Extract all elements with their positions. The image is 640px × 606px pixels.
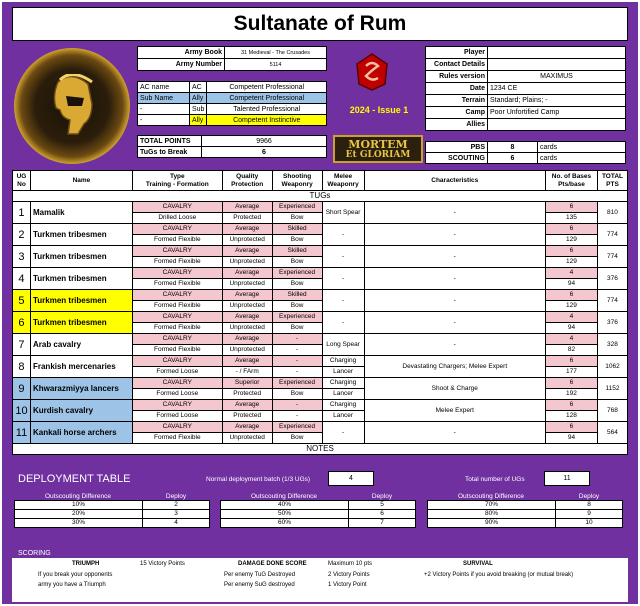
unit-shoot-weapon: Bow <box>272 389 322 400</box>
unit-protection: Unprotected <box>222 279 272 290</box>
deploy-group <box>220 493 416 528</box>
unit-total: 376 <box>597 312 627 334</box>
unit-melee: Charging <box>322 378 364 389</box>
army-number-label: Army Number <box>138 59 225 71</box>
unit-number: 3 <box>13 246 31 268</box>
unit-melee: - <box>322 422 364 444</box>
unit-total: 1062 <box>597 356 627 378</box>
deploy-diff: 60% <box>221 519 349 528</box>
unit-name: Turkmen tribesmen <box>30 268 132 290</box>
ac-code: Ally <box>190 93 207 104</box>
batch-value: 4 <box>328 471 374 486</box>
unit-melee: - <box>322 290 364 312</box>
deploy-value: 8 <box>556 501 623 510</box>
triumph-line-1: If you break your opponents <box>38 572 113 578</box>
unit-training: Formed Flexible <box>132 257 222 268</box>
unit-training: Formed Flexible <box>132 433 222 444</box>
deploy-diff: 30% <box>15 519 143 528</box>
deployment-title: DEPLOYMENT TABLE <box>18 473 131 485</box>
unit-pts-per-base: 192 <box>546 389 598 400</box>
unit-type: CAVALRY <box>132 268 222 279</box>
unit-bases: 6 <box>546 356 598 367</box>
total-points-value: 9966 <box>202 136 327 147</box>
tugs-break-value: 6 <box>202 147 327 158</box>
unit-characteristics: - <box>364 312 545 334</box>
deploy-col-diff: Outscouting Difference <box>458 493 524 500</box>
unit-training: Formed Flexible <box>132 345 222 356</box>
unit-row <box>13 334 628 345</box>
deploy-row <box>221 510 416 519</box>
deploy-diff: 80% <box>428 510 556 519</box>
unit-pts-per-base: 82 <box>546 345 598 356</box>
tug-destroyed-label: Per enemy TuG Destroyed <box>224 572 296 578</box>
header-melee: Melee <box>334 172 353 180</box>
unit-melee: Charging <box>322 400 364 411</box>
deploy-diff: 10% <box>15 501 143 510</box>
scouting-label: SCOUTING <box>426 153 488 164</box>
unit-protection: Protected <box>222 389 272 400</box>
unit-pts-per-base: 128 <box>546 411 598 422</box>
unit-quality: Average <box>222 268 272 279</box>
sug-destroyed-points: 1 Victory Point <box>328 582 367 588</box>
unit-shoot-weapon: Bow <box>272 323 322 334</box>
unit-characteristics: Shoot & Charge <box>364 378 545 400</box>
unit-number: 11 <box>13 422 31 444</box>
unit-total: 328 <box>597 334 627 356</box>
unit-shoot-weapon: Bow <box>272 213 322 224</box>
header-no: No <box>17 180 26 188</box>
unit-type: CAVALRY <box>132 356 222 367</box>
unit-training: Formed Loose <box>132 389 222 400</box>
unit-number: 6 <box>13 312 31 334</box>
army-number-value: 5114 <box>225 59 327 71</box>
deploy-value: 4 <box>143 519 210 528</box>
unit-quality: Average <box>222 224 272 235</box>
ac-value: Competent Professional <box>207 93 327 104</box>
unit-type: CAVALRY <box>132 202 222 213</box>
deploy-value: 5 <box>349 501 416 510</box>
unit-row <box>13 356 628 367</box>
unit-bases: 6 <box>546 290 598 301</box>
deploy-diff: 20% <box>15 510 143 519</box>
unit-characteristics: - <box>364 290 545 312</box>
unit-training: Formed Flexible <box>132 323 222 334</box>
army-book-value: 31 Medieval - The Crusades <box>225 47 327 59</box>
tugs-break-label: TuGs to Break <box>138 147 202 158</box>
unit-shooting: Experienced <box>272 312 322 323</box>
scoring-title: SCORING <box>18 550 51 557</box>
unit-characteristics: - <box>364 224 545 246</box>
scouting-value: 6 <box>488 153 538 164</box>
mortem-et-gloriam-logo <box>333 135 423 163</box>
unit-name: Arab cavalry <box>30 334 132 356</box>
unit-training: Formed Flexible <box>132 279 222 290</box>
deploy-value: 9 <box>556 510 623 519</box>
unit-name: Khwarazmiyya lancers <box>30 378 132 400</box>
unit-pts-per-base: 129 <box>546 235 598 246</box>
army-sheet <box>2 2 638 604</box>
header-weaponry: Weaponry <box>281 180 313 188</box>
unit-training: Formed Flexible <box>132 301 222 312</box>
unit-characteristics: - <box>364 246 545 268</box>
unit-quality: Average <box>222 290 272 301</box>
ac-value: Competent Professional <box>207 82 327 93</box>
header-quality: Quality <box>236 172 259 180</box>
unit-number: 4 <box>13 268 31 290</box>
pbs-value: 8 <box>488 142 538 153</box>
unit-number: 5 <box>13 290 31 312</box>
allies-value <box>488 119 626 131</box>
unit-characteristics: Melee Expert <box>364 400 545 422</box>
damage-max: Maximum 10 pts <box>328 561 373 567</box>
ac-value: Competent Instinctive <box>207 115 327 126</box>
unit-protection: Unprotected <box>222 345 272 356</box>
batch-label: Normal deployment batch (1/3 UGs) <box>206 476 311 483</box>
points-table <box>137 135 327 158</box>
contact-value <box>488 59 626 71</box>
unit-protection: Protected <box>222 411 272 422</box>
unit-bases: 4 <box>546 312 598 323</box>
deploy-diff: 70% <box>428 501 556 510</box>
spartan-helmet-logo <box>14 48 130 164</box>
logo-line-1: MORTEM <box>348 138 408 151</box>
deploy-row <box>15 510 210 519</box>
unit-shooting: Experienced <box>272 378 322 389</box>
unit-training: Formed Loose <box>132 411 222 422</box>
unit-training: Formed Flexible <box>132 235 222 246</box>
pbs-scouting <box>425 141 626 164</box>
deploy-row <box>428 510 623 519</box>
unit-rows <box>13 202 628 444</box>
ac-left: - <box>138 104 190 115</box>
unit-shooting: Experienced <box>272 422 322 433</box>
deploy-value: 7 <box>349 519 416 528</box>
unit-shooting: - <box>272 400 322 411</box>
deploy-row <box>221 519 416 528</box>
ac-code: Ally <box>190 115 207 126</box>
unit-total: 774 <box>597 290 627 312</box>
page-title: Sultanate of Rum <box>12 7 628 41</box>
unit-pts-per-base: 129 <box>546 257 598 268</box>
logo-line-2: Et GLORIAM <box>345 150 411 160</box>
unit-protection: - / FArm <box>222 367 272 378</box>
unit-melee-weapon: Lancer <box>322 367 364 378</box>
unit-quality: Average <box>222 246 272 257</box>
unit-shooting: Skilled <box>272 246 322 257</box>
scoring-panel <box>12 558 628 602</box>
unit-total: 768 <box>597 400 627 422</box>
ac-code: AC <box>190 82 207 93</box>
unit-characteristics: Devastating Chargers; Melee Expert <box>364 356 545 378</box>
unit-pts-per-base: 94 <box>546 279 598 290</box>
header-name: Name <box>30 171 132 191</box>
unit-row <box>13 378 628 389</box>
unit-bases: 4 <box>546 334 598 345</box>
ac-left: Sub Name <box>138 93 190 104</box>
unit-name: Turkmen tribesmen <box>30 290 132 312</box>
unit-type: CAVALRY <box>132 224 222 235</box>
unit-protection: Unprotected <box>222 257 272 268</box>
header-characteristics: Characteristics <box>364 171 545 191</box>
unit-type: CAVALRY <box>132 312 222 323</box>
unit-melee-weapon: Lancer <box>322 411 364 422</box>
date-label: Date <box>426 83 488 95</box>
deploy-col-diff: Outscouting Difference <box>45 493 111 500</box>
unit-protection: Unprotected <box>222 323 272 334</box>
deploy-row <box>221 501 416 510</box>
unit-bases: 6 <box>546 378 598 389</box>
total-ugs-value: 11 <box>544 471 590 486</box>
unit-characteristics: - <box>364 202 545 224</box>
unit-total: 376 <box>597 268 627 290</box>
deploy-diff: 40% <box>221 501 349 510</box>
contact-label: Contact Details <box>426 59 488 71</box>
header-ug: UG <box>16 172 27 180</box>
player-info <box>425 46 626 131</box>
deploy-col-deploy: Deploy <box>578 493 600 500</box>
deploy-diff: 50% <box>221 510 349 519</box>
unit-row <box>13 400 628 411</box>
army-book-label: Army Book <box>138 47 225 59</box>
unit-total: 810 <box>597 202 627 224</box>
deploy-diff: 90% <box>428 519 556 528</box>
triumph-line-2: army you have a Triumph <box>38 582 106 588</box>
deploy-row <box>15 501 210 510</box>
header-training: Training - Formation <box>145 180 209 188</box>
unit-shooting: Skilled <box>272 224 322 235</box>
unit-melee: Long Spear <box>322 334 364 356</box>
unit-pts-per-base: 177 <box>546 367 598 378</box>
deploy-value: 10 <box>556 519 623 528</box>
ac-code: Sub <box>190 104 207 115</box>
unit-type: CAVALRY <box>132 400 222 411</box>
unit-shooting: Skilled <box>272 290 322 301</box>
unit-protection: Protected <box>222 213 272 224</box>
scouting-unit: cards <box>538 153 626 164</box>
unit-protection: Unprotected <box>222 433 272 444</box>
unit-number: 10 <box>13 400 31 422</box>
unit-type: CAVALRY <box>132 378 222 389</box>
unit-row <box>13 202 628 213</box>
deploy-group <box>14 493 210 528</box>
date-value: 1234 CE <box>488 83 626 95</box>
issue-label: 2024 - Issue 1 <box>349 105 409 115</box>
notes-section-label: NOTES <box>13 444 628 455</box>
unit-shooting: - <box>272 334 322 345</box>
unit-name: Frankish mercenaries <box>30 356 132 378</box>
unit-bases: 6 <box>546 422 598 433</box>
rules-label: Rules version <box>426 71 488 83</box>
survival-title: SURVIVAL <box>463 561 493 567</box>
unit-name: Mamalik <box>30 202 132 224</box>
header-ptsbase: Pts/base <box>558 180 585 188</box>
total-ugs-label: Total number of UGs <box>465 476 525 483</box>
header-total: TOTAL <box>601 172 623 180</box>
damage-title: DAMAGE DONE SCORE <box>238 561 307 567</box>
unit-melee: - <box>322 224 364 246</box>
header-bases: No. of Bases <box>551 172 592 180</box>
unit-shoot-weapon: Bow <box>272 235 322 246</box>
unit-melee-weapon: Lancer <box>322 389 364 400</box>
unit-bases: 6 <box>546 400 598 411</box>
header-protection: Protection <box>231 180 264 188</box>
unit-bases: 6 <box>546 224 598 235</box>
unit-shooting: - <box>272 356 322 367</box>
unit-pts-per-base: 94 <box>546 323 598 334</box>
rules-value: MAXIMUS <box>488 71 626 83</box>
unit-quality: Average <box>222 422 272 433</box>
tugs-section-label: TUGs <box>13 191 628 202</box>
deploy-value: 2 <box>143 501 210 510</box>
sug-destroyed-label: Per enemy SuG destroyed <box>224 582 295 588</box>
unit-characteristics: - <box>364 422 545 444</box>
unit-type: CAVALRY <box>132 422 222 433</box>
unit-bases: 4 <box>546 268 598 279</box>
unit-training: Formed Loose <box>132 367 222 378</box>
header-shooting: Shooting <box>283 172 312 180</box>
unit-row <box>13 246 628 257</box>
unit-name: Turkmen tribesmen <box>30 246 132 268</box>
terrain-value: Standard; Plains; - <box>488 95 626 107</box>
unit-row <box>13 290 628 301</box>
unit-type: CAVALRY <box>132 334 222 345</box>
dragon-seal-icon <box>355 52 389 92</box>
unit-number: 2 <box>13 224 31 246</box>
unit-quality: Average <box>222 400 272 411</box>
unit-pts-per-base: 135 <box>546 213 598 224</box>
total-points-label: TOTAL POINTS <box>138 136 202 147</box>
unit-quality: Superior <box>222 378 272 389</box>
pbs-label: PBS <box>426 142 488 153</box>
ac-left: AC name <box>138 82 190 93</box>
ac-value: Talented Professional <box>207 104 327 115</box>
unit-name: Kurdish cavalry <box>30 400 132 422</box>
roster-table <box>12 170 628 455</box>
unit-row <box>13 224 628 235</box>
unit-shoot-weapon: - <box>272 345 322 356</box>
unit-melee: Charging <box>322 356 364 367</box>
deploy-row <box>428 519 623 528</box>
deploy-value: 6 <box>349 510 416 519</box>
pbs-unit: cards <box>538 142 626 153</box>
unit-number: 1 <box>13 202 31 224</box>
unit-quality: Average <box>222 312 272 323</box>
unit-melee: - <box>322 268 364 290</box>
unit-number: 8 <box>13 356 31 378</box>
unit-shoot-weapon: Bow <box>272 433 322 444</box>
unit-name: Kankali horse archers <box>30 422 132 444</box>
unit-training: Drilled Loose <box>132 213 222 224</box>
deploy-row <box>428 501 623 510</box>
deploy-value: 3 <box>143 510 210 519</box>
header-melee-weaponry: Weaponry <box>327 180 359 188</box>
deploy-col-deploy: Deploy <box>371 493 393 500</box>
unit-shooting: Experienced <box>272 202 322 213</box>
unit-bases: 6 <box>546 202 598 213</box>
ac-left: - <box>138 115 190 126</box>
unit-total: 564 <box>597 422 627 444</box>
unit-shoot-weapon: Bow <box>272 279 322 290</box>
unit-shoot-weapon: - <box>272 367 322 378</box>
unit-total: 774 <box>597 246 627 268</box>
triumph-points: 15 Victory Points <box>140 561 185 567</box>
unit-quality: Average <box>222 356 272 367</box>
unit-row <box>13 268 628 279</box>
deploy-row <box>15 519 210 528</box>
unit-type: CAVALRY <box>132 290 222 301</box>
header-pts: PTS <box>606 180 619 188</box>
unit-protection: Unprotected <box>222 301 272 312</box>
deploy-col-diff: Outscouting Difference <box>251 493 317 500</box>
unit-shooting: Experienced <box>272 268 322 279</box>
camp-label: Camp <box>426 107 488 119</box>
deploy-group <box>427 493 623 528</box>
unit-shoot-weapon: Bow <box>272 257 322 268</box>
ac-table <box>137 81 327 126</box>
unit-row <box>13 312 628 323</box>
unit-name: Turkmen tribesmen <box>30 224 132 246</box>
unit-total: 1152 <box>597 378 627 400</box>
allies-label: Allies <box>426 119 488 131</box>
unit-pts-per-base: 129 <box>546 301 598 312</box>
unit-bases: 6 <box>546 246 598 257</box>
tug-destroyed-points: 2 Victory Points <box>328 572 370 578</box>
roster-header <box>13 171 628 191</box>
unit-total: 774 <box>597 224 627 246</box>
camp-value: Poor Unfortified Camp <box>488 107 626 119</box>
unit-shoot-weapon: Bow <box>272 301 322 312</box>
unit-melee: - <box>322 246 364 268</box>
unit-number: 9 <box>13 378 31 400</box>
unit-quality: Average <box>222 334 272 345</box>
unit-row <box>13 422 628 433</box>
unit-melee: - <box>322 312 364 334</box>
survival-text: +2 Victory Points if you avoid breaking (or mutual break) <box>424 572 574 578</box>
unit-pts-per-base: 94 <box>546 433 598 444</box>
triumph-title: TRIUMPH <box>72 561 100 567</box>
header-type: Type <box>169 172 185 180</box>
unit-melee: Short Spear <box>322 202 364 224</box>
unit-name: Turkmen tribesmen <box>30 312 132 334</box>
helmet-icon <box>48 74 96 138</box>
unit-type: CAVALRY <box>132 246 222 257</box>
unit-characteristics: - <box>364 334 545 356</box>
terrain-label: Terrain <box>426 95 488 107</box>
player-value <box>488 47 626 59</box>
unit-protection: Unprotected <box>222 235 272 246</box>
deploy-col-deploy: Deploy <box>165 493 187 500</box>
unit-quality: Average <box>222 202 272 213</box>
unit-shoot-weapon: - <box>272 411 322 422</box>
player-label: Player <box>426 47 488 59</box>
unit-number: 7 <box>13 334 31 356</box>
unit-characteristics: - <box>364 268 545 290</box>
